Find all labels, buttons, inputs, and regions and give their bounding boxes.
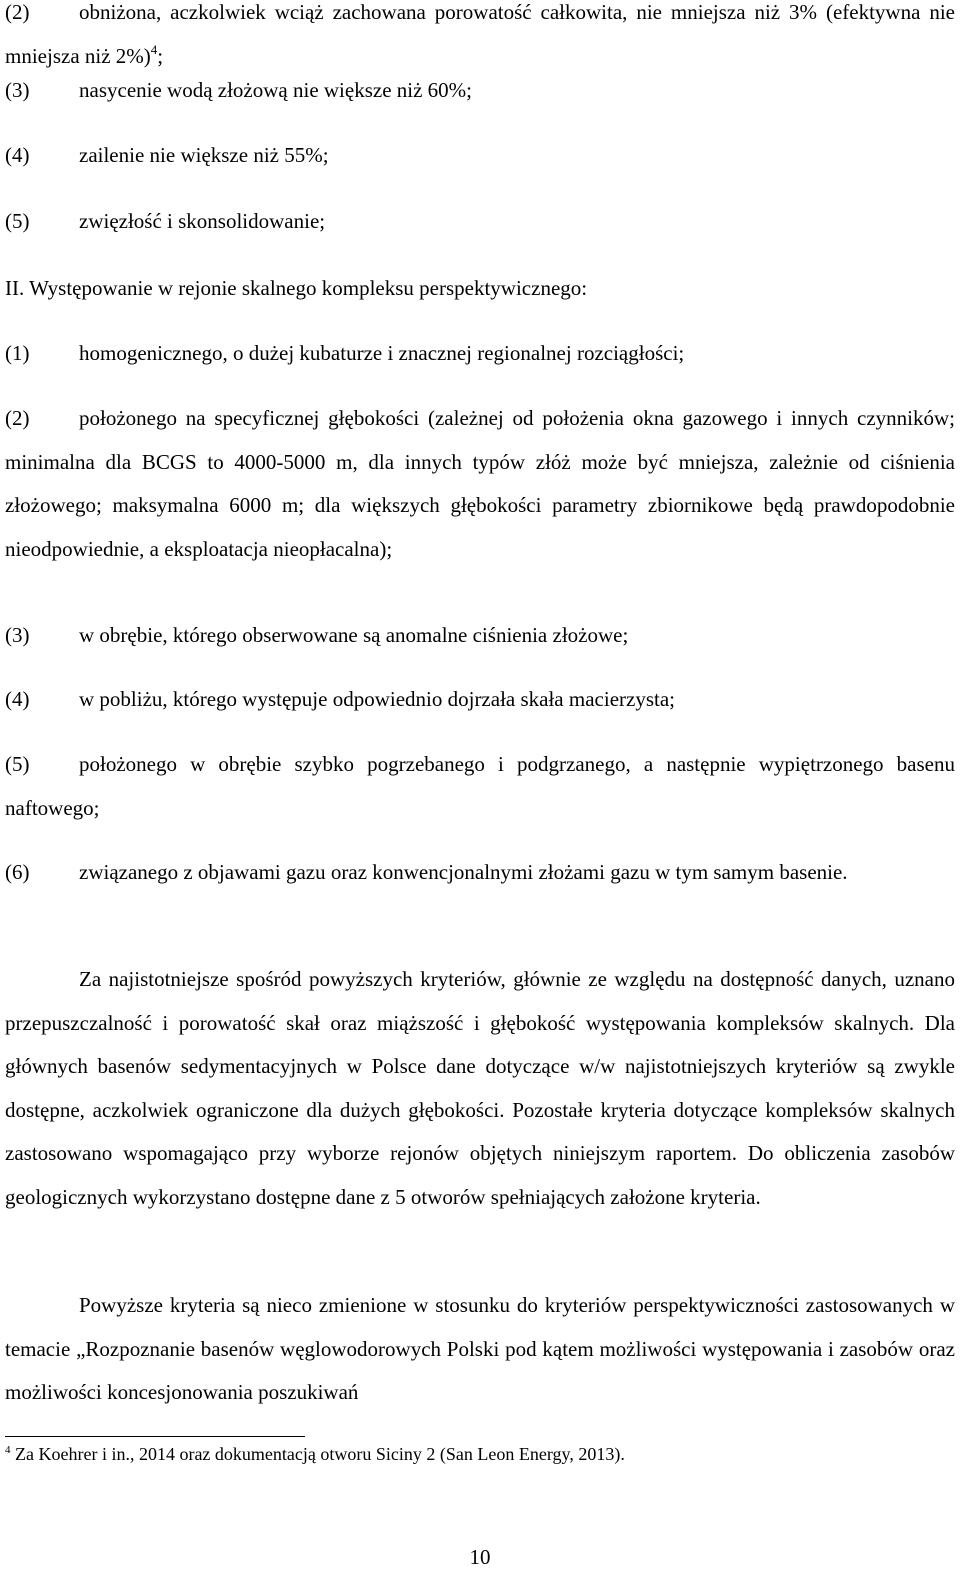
list-item-text: związanego z objawami gazu oraz konwencjonalnymi złożami gazu w tym samym basenie.: [79, 860, 848, 884]
list-item: [5, 614, 955, 658]
footnote-mark: 4: [5, 1444, 11, 1456]
list-item-text: zailenie nie większe niż 55%;: [79, 143, 329, 167]
list-item-number: (6): [5, 860, 30, 884]
list-item-text: w obrębie, którego obserwowane są anomalne ciśnienia złożowe;: [79, 623, 629, 647]
list-item-text: zwięzłość i skonsolidowanie;: [79, 209, 326, 233]
list-item: [5, 851, 955, 895]
page-number: 10: [469, 1545, 491, 1569]
list-item: [5, 134, 955, 178]
section-heading: II. Występowanie w rejonie skalnego kompleksu perspektywicznego:: [5, 276, 588, 300]
footnote-text: Za Koehrer i in., 2014 oraz dokumentacją otworu Siciny 2 (San Leon Energy, 2013).: [10, 1444, 625, 1464]
list-item-number: (3): [5, 78, 30, 102]
body-paragraph: Powyższe kryteria są nieco zmienione w stosunku do kryteriów perspektywiczności zastosowanych w temacie „Rozpoznanie basenów węglowodorowych Polski pod kątem możliwości występowania i zasobów oraz możliwości koncesjonowania poszukiwań: [5, 1293, 955, 1404]
list-item-number: (5): [5, 752, 30, 776]
list-item-text: nasycenie wodą złożową nie większe niż 60%;: [79, 78, 473, 102]
list-item-number: (5): [5, 209, 30, 233]
list-item-text: położonego na specyficznej głębokości (zależnej od położenia okna gazowego i innych czynników; minimalna dla BCGS to 4000-5000 m, dla innych typów złóż może być mniejsza, zależnie od ciśnienia złożowego; maksymalna 6000 m; dla większych głębokości parametry zbiornikowe będą prawdopodobnie nieodpowiednie, a eksploatacja nieopłacalna);: [5, 406, 955, 561]
list-item: [5, 200, 955, 244]
list-item: [5, 0, 955, 78]
list-item-text: homogenicznego, o dużej kubaturze i znacznej regionalnej rozciągłości;: [79, 341, 685, 365]
body-paragraph: Za najistotniejsze spośród powyższych kryteriów, głównie ze względu na dostępność danych, uznano przepuszczalność i porowatość skał oraz miąższość i głębokość występowania kompleksów skalnych. Dla głównych basenów sedymentacyjnych w Polsce dane dotyczące w/w najistotniejszych kryteriów są zwykle dostępne, aczkolwiek ograniczone dla dużych głębokości. Pozostałe kryteria dotyczące kompleksów skalnych zastosowano wspomagająco przy wyborze rejonów objętych niniejszym raportem. Do obliczenia zasobów geologicznych wykorzystano dostępne dane z 5 otworów spełniających założone kryteria.: [5, 967, 955, 1209]
list-item-number: (2): [5, 0, 30, 24]
list-item-text: obniżona, aczkolwiek wciąż zachowana porowatość całkowita, nie mniejsza niż 3% (efektywna nie mniejsza niż 2%)$^4$;: [5, 0, 955, 68]
list-item-number: (3): [5, 623, 30, 647]
list-item: [5, 743, 955, 830]
list-item: [5, 69, 955, 113]
list-item-number: (1): [5, 341, 30, 365]
footnote: [5, 1443, 625, 1465]
list-item: [5, 678, 955, 722]
footnote-reference: 4: [150, 41, 158, 57]
list-item: [5, 332, 955, 376]
list-item-number: (2): [5, 406, 30, 430]
list-item-text: w pobliżu, którego występuje odpowiednio dojrzała skała macierzysta;: [79, 687, 675, 711]
list-item: [5, 397, 955, 571]
list-item-text: położonego w obrębie szybko pogrzebanego i podgrzanego, a następnie wypiętrzonego basenu naftowego;: [5, 752, 955, 820]
footnote-separator: [5, 1436, 305, 1437]
list-item-number: (4): [5, 143, 30, 167]
list-item-number: (4): [5, 687, 30, 711]
